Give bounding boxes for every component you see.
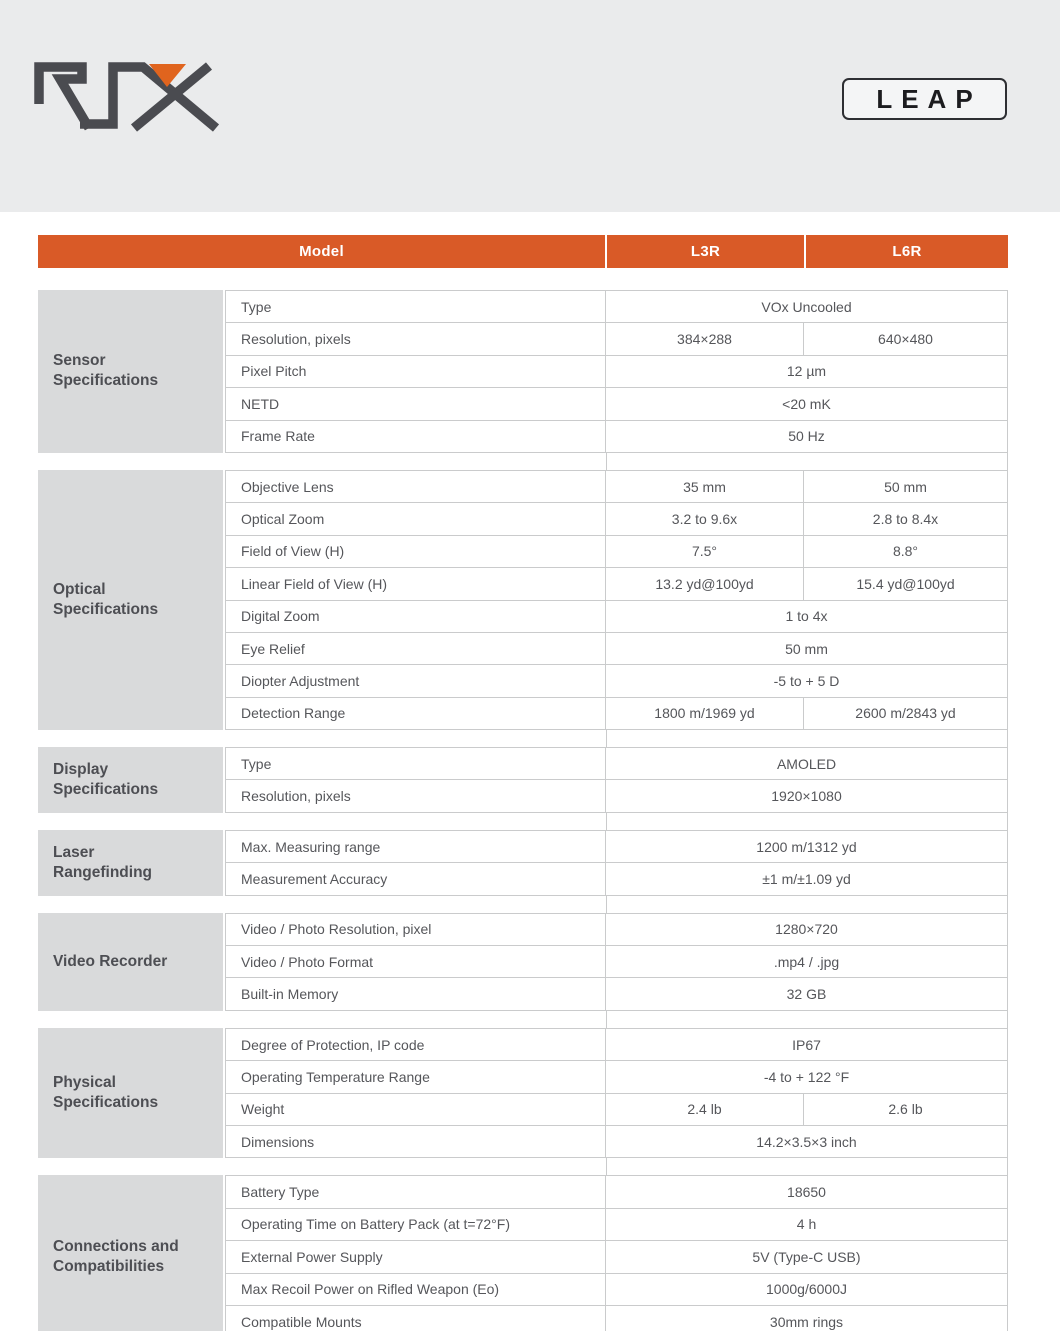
model-column-l3r: L3R [607,235,804,268]
spec-row [226,535,1007,567]
spec-value-both-models: 50 mm [785,640,828,657]
model-header-label: Model [38,235,605,268]
spec-section [38,1028,1008,1159]
spec-row-label: Linear Field of View (H) [226,568,606,599]
spec-value-both-models: -4 to + 122 °F [763,1068,850,1085]
spec-row-label: Video / Photo Resolution, pixel [226,914,606,945]
spec-row [226,779,1007,811]
spec-row [226,1029,1007,1060]
spec-row [226,1273,1007,1305]
spec-sections [38,290,1008,1331]
spec-row [226,600,1007,632]
section-table [225,470,1008,730]
spec-row [226,387,1007,419]
spec-value-both-models: .mp4 / .jpg [773,953,840,970]
section-title: Connections and Compatibilities [53,1237,179,1275]
spec-row-label: Detection Range [226,698,606,729]
spec-value-both-models: 32 GB [786,986,827,1003]
spec-value-both-models: 30mm rings [769,1313,844,1330]
leap-badge: LEAP [842,78,1007,120]
model-column-l6r: L6R [806,235,1008,268]
section-table [225,290,1008,453]
spec-row-label: Compatible Mounts [226,1306,606,1331]
spec-value-both-models: VOx Uncooled [761,298,852,315]
section-title-block [38,1028,223,1159]
spec-value-l3r: 3.2 to 9.6x [606,503,804,534]
spec-value-l6r: 8.8° [892,543,919,560]
spec-section [38,913,1008,1011]
spec-row [226,1125,1007,1157]
spec-value-both-models: IP67 [792,1036,821,1053]
spec-row [226,945,1007,977]
section-title: Video Recorder [53,952,168,970]
section-table [225,747,1008,813]
section-title-block [38,470,223,730]
spec-row-label: Eye Relief [226,633,606,664]
spec-row-label: Built-in Memory [226,978,606,1009]
spec-row-label: Frame Rate [226,421,606,452]
spec-row-label: Battery Type [226,1176,606,1207]
spec-value-both-models: <20 mK [782,395,831,412]
spec-row-label: Resolution, pixels [226,780,606,811]
spec-row [226,1060,1007,1092]
spec-value-l6r: 50 mm [884,478,927,495]
logo-letter-r [39,67,89,128]
spec-row-label: Degree of Protection, IP code [226,1029,606,1060]
section-divider-gap [225,1011,1008,1028]
spec-row-label: Dimensions [226,1126,606,1157]
section-title: Laser Rangefinding [53,843,153,881]
spec-row-label: Operating Time on Battery Pack (at t=72°F) [226,1209,606,1240]
spec-value-both-models: 1920×1080 [771,788,842,805]
spec-row [226,1093,1007,1125]
spec-value-both-models: 50 Hz [788,428,825,445]
spec-value-l6r: 640×480 [878,331,933,348]
spec-row [226,1176,1007,1207]
spec-row [226,502,1007,534]
spec-row [226,420,1007,452]
section-divider-gap [225,896,1008,913]
spec-value-l3r: 13.2 yd@100yd [606,568,804,599]
spec-row-label: Type [226,291,606,322]
section-title: Optical Specifications [53,580,159,619]
section-title-block [38,830,223,896]
spec-row-label: Measurement Accuracy [226,863,606,894]
spec-row [226,664,1007,696]
spec-value-both-models: 1000g/6000J [766,1281,847,1298]
spec-value-l3r: 2.4 lb [606,1094,804,1125]
section-divider-gap [225,1158,1008,1175]
spec-row-label: Resolution, pixels [226,323,606,354]
section-title: Sensor Specifications [53,352,159,390]
spec-row [226,1305,1007,1331]
spec-row [226,1208,1007,1240]
spec-row-label: Operating Temperature Range [226,1061,606,1092]
spec-value-both-models: ±1 m/±1.09 yd [762,870,851,887]
spec-value-both-models: 1280×720 [775,921,838,938]
spec-section [38,747,1008,813]
spec-value-l3r: 384×288 [606,323,804,354]
spec-row [226,471,1007,502]
spec-row-label: Max Recoil Power on Rifled Weapon (Eo) [226,1274,606,1305]
spec-value-l6r: 15.4 yd@100yd [856,575,955,592]
spec-row-label: Diopter Adjustment [226,665,606,696]
section-table [225,830,1008,896]
spec-value-both-models: 12 µm [786,363,827,380]
section-title: Physical Specifications [53,1073,159,1112]
spec-value-both-models: -5 to + 5 D [773,672,840,689]
spec-row [226,977,1007,1009]
spec-value-l6r: 2.6 lb [888,1101,923,1118]
section-divider-gap [225,730,1008,747]
spec-row [226,1240,1007,1272]
spec-row [226,322,1007,354]
model-header-row [38,235,1008,268]
section-table [225,1028,1008,1159]
spec-row-label: Optical Zoom [226,503,606,534]
spec-value-l3r: 7.5° [606,536,804,567]
spec-value-l3r: 35 mm [606,471,804,502]
spec-value-both-models: 5V (Type-C USB) [752,1248,861,1265]
spec-value-both-models: 1200 m/1312 yd [756,838,857,855]
spec-value-both-models: 1 to 4x [785,608,828,625]
section-divider-gap [225,813,1008,830]
spec-row-label: Type [226,748,606,779]
spec-value-both-models: AMOLED [776,755,837,772]
spec-value-both-models: 14.2×3.5×3 inch [756,1133,857,1150]
spec-row-label: Video / Photo Format [226,946,606,977]
spec-row-label: NETD [226,388,606,419]
spec-row-label: Objective Lens [226,471,606,502]
spec-row-label: Weight [226,1094,606,1125]
section-table [225,1175,1008,1331]
spec-section [38,1175,1008,1331]
spec-row-label: Digital Zoom [226,601,606,632]
top-banner [0,0,1060,212]
spec-row-label: External Power Supply [226,1241,606,1272]
section-title-block [38,747,223,813]
section-title-block [38,290,223,453]
spec-row [226,697,1007,729]
spec-row [226,567,1007,599]
section-divider-gap [225,453,1008,470]
spec-row [226,632,1007,664]
spec-row [226,291,1007,322]
spec-value-l6r: 2.8 to 8.4x [872,511,939,528]
section-title: Display Specifications [53,760,159,798]
section-table [225,913,1008,1011]
spec-row-label: Pixel Pitch [226,356,606,387]
section-title-block [38,1175,223,1331]
spec-section [38,470,1008,730]
spec-row [226,862,1007,894]
spec-value-both-models: 4 h [796,1216,817,1233]
spec-row-label: Field of View (H) [226,536,606,567]
spec-value-l6r: 2600 m/2843 yd [855,705,956,722]
spec-row [226,748,1007,779]
spec-value-l3r: 1800 m/1969 yd [606,698,804,729]
section-title-block [38,913,223,1011]
spec-section [38,830,1008,896]
spec-row [226,831,1007,862]
spec-row [226,914,1007,945]
spec-row [226,355,1007,387]
spec-section [38,290,1008,453]
spec-row-label: Max. Measuring range [226,831,606,862]
spec-value-both-models: 18650 [787,1184,826,1201]
rix-logo [30,40,230,150]
